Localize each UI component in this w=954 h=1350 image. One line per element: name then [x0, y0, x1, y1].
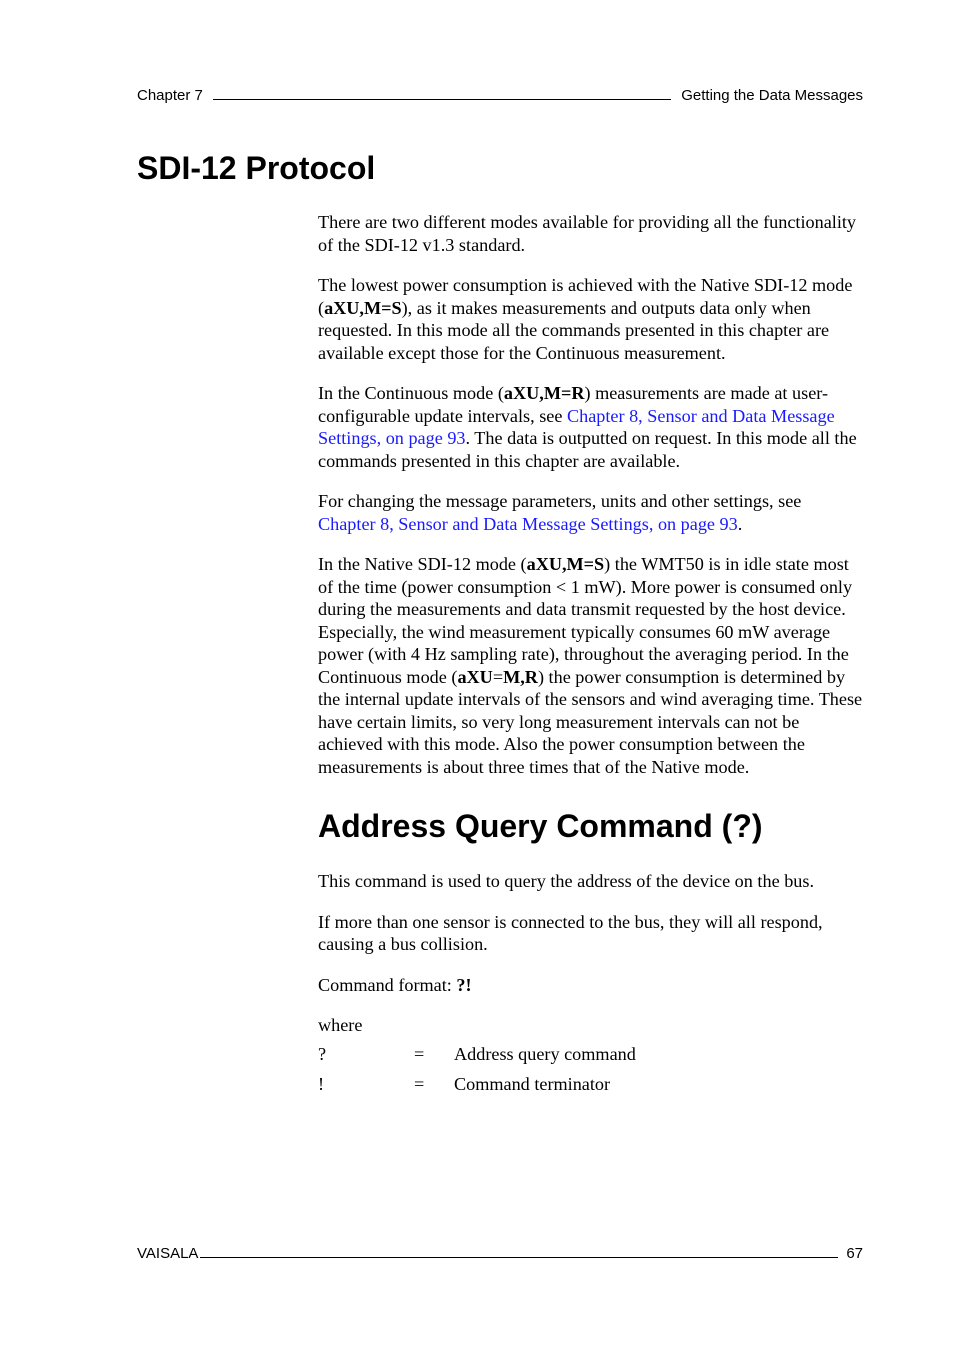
definition-symbol: !	[318, 1073, 325, 1094]
paragraph-collision: If more than one sensor is connected to the bus, they will all respond, causing a bus collision.	[318, 911, 823, 954]
paragraph-query-purpose: This command is used to query the address of the device on the bus.	[318, 871, 815, 891]
command-native-2: aXU,M=S	[526, 554, 605, 574]
command-format: Command format: ?!	[318, 974, 472, 995]
command-continuous-part1: aXU	[457, 666, 493, 687]
command-format-value: ?!	[456, 974, 472, 995]
page-title: SDI-12 Protocol	[137, 150, 376, 186]
definition-row	[318, 1043, 863, 1073]
footer-rule	[200, 1243, 838, 1258]
definition-meaning: Address query command	[454, 1043, 636, 1064]
chapter-8-link-2[interactable]: Chapter 8, Sensor and Data Message Settings, on page 93	[318, 513, 738, 534]
definition-symbol: ?	[318, 1043, 327, 1064]
footer-company: VAISALA	[137, 1245, 199, 1262]
paragraph-continuous-mode: In the Continuous mode (aXU,M=R) measurements are made at user-configurable update intervals, see Chapter 8, Sensor and Data Message Settings, on page 93. The data is outputted on request. In this mode all the commands presented in this chapter are available.	[318, 383, 857, 471]
command-continuous-part2: M,R	[503, 666, 538, 687]
page-footer	[137, 1243, 863, 1263]
paragraph-native-mode: The lowest power consumption is achieved with the Native SDI-12 mode (aXU,M=S), as it makes measurements and outputs data only when requested. In this mode all the commands presented in this chapter are available except those for the Continuous measurement.	[318, 275, 853, 363]
command-native: aXU,M=S	[324, 297, 402, 318]
paragraph-modes: There are two different modes available for providing all the functionality of the SDI-12 v1.3 standard.	[318, 212, 857, 255]
command-continuous: aXU,M=R	[503, 383, 585, 403]
header-chapter: Chapter 7	[137, 87, 203, 104]
definition-row	[318, 1073, 863, 1103]
header-rule	[213, 86, 671, 100]
definition-meaning: Command terminator	[454, 1073, 611, 1094]
where-label: where	[318, 1015, 363, 1035]
definition-list	[318, 1043, 863, 1103]
page-header	[137, 86, 863, 106]
header-section: Getting the Data Messages	[681, 87, 863, 104]
definition-equals: =	[414, 1043, 425, 1064]
definition-equals: =	[414, 1073, 425, 1094]
section-title: Address Query Command (?)	[318, 808, 763, 844]
paragraph-power: In the Native SDI-12 mode (aXU,M=S) the WMT50 is in idle state most of the time (power consumption < 1 mW). More power is consumed only during the measurements and data transmit requested by the host device. Especially, the wind measurement typically consumes 60 mW average power (with 4 Hz sampling rate), throughout the averaging period. In the Continuous mode (aXU=M,R) the power consumption is determined by the internal update intervals of the sensors and wind averaging time. These have certain limits, so very long measurement intervals can not be achieved with this mode. Also the power consumption between the measurements is about three times that of the Native mode.	[318, 554, 863, 777]
body-text	[318, 211, 863, 1103]
chapter-8-link[interactable]: Chapter 8, Sensor and Data Message Settings, on page 93	[318, 405, 835, 448]
page-number: 67	[846, 1245, 863, 1262]
paragraph-settings: For changing the message parameters, units and other settings, see Chapter 8, Sensor and Data Message Settings, on page 93.	[318, 491, 802, 534]
